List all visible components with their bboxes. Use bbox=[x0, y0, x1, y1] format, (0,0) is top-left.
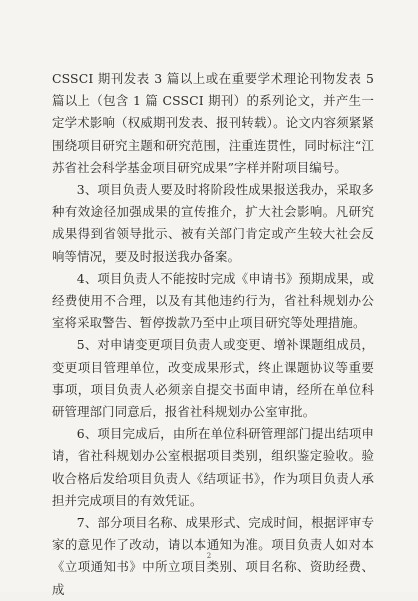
paragraph-item-6: 6、项目完成后，由所在单位科研管理部门提出结项申请，省社科规划办公室根据项目类别，组织鉴定验收。验收合格后发给项目负责人《结项证书》，作为项目负责人承担并完成项目的有效凭证。 bbox=[52, 426, 374, 508]
paragraph-1-continuation: CSSCI 期刊发表 3 篇以上或在重要学术理论刊物发表 5 篇以上（包含 1 篇 CSSCI 期刊）的系列论文，并产生一定学术影响（权威期刊发表、报刊转载）。论文内容须紧紧围绕项目研究主题和研究范围，注重连贯性，同时标注“江苏省社会科学基金项目研究成果”字样并附项目编号。 bbox=[52, 71, 374, 175]
page-number: 2 bbox=[206, 552, 212, 560]
paragraph-item-3: 3、项目负责人要及时将阶段性成果报送我办，采取多种有效途径加强成果的宣传推介，扩大社会影响。凡研究成果得到省领导批示、被有关部门肯定或产生较大社会反响等情况，要及时报送我办备案。 bbox=[52, 182, 374, 264]
document-body bbox=[52, 68, 374, 601]
paragraph-item-7: 7、部分项目名称、成果形式、完成时间，根据评审专家的意见作了改动，请以本通知为准。项目负责人如对本《立项通知书》中所立项目类别、项目名称、资助经费、成 bbox=[52, 515, 374, 597]
paragraph-item-5: 5、对申请变更项目负责人或变更、增补课题组成员，变更项目管理单位，改变成果形式，终止课题协议等重要事项，项目负责人必须亲自提交书面申请，经所在单位科研管理部门同意后，报省社科规划办公室审批。 bbox=[52, 337, 374, 420]
paragraph-item-4: 4、项目负责人不能按时完成《申请书》预期成果，或经费使用不合理，以及有其他违约行为，省社科规划办公室将采取警告、暂停拨款乃至中止项目研究等处理措施。 bbox=[52, 270, 374, 331]
